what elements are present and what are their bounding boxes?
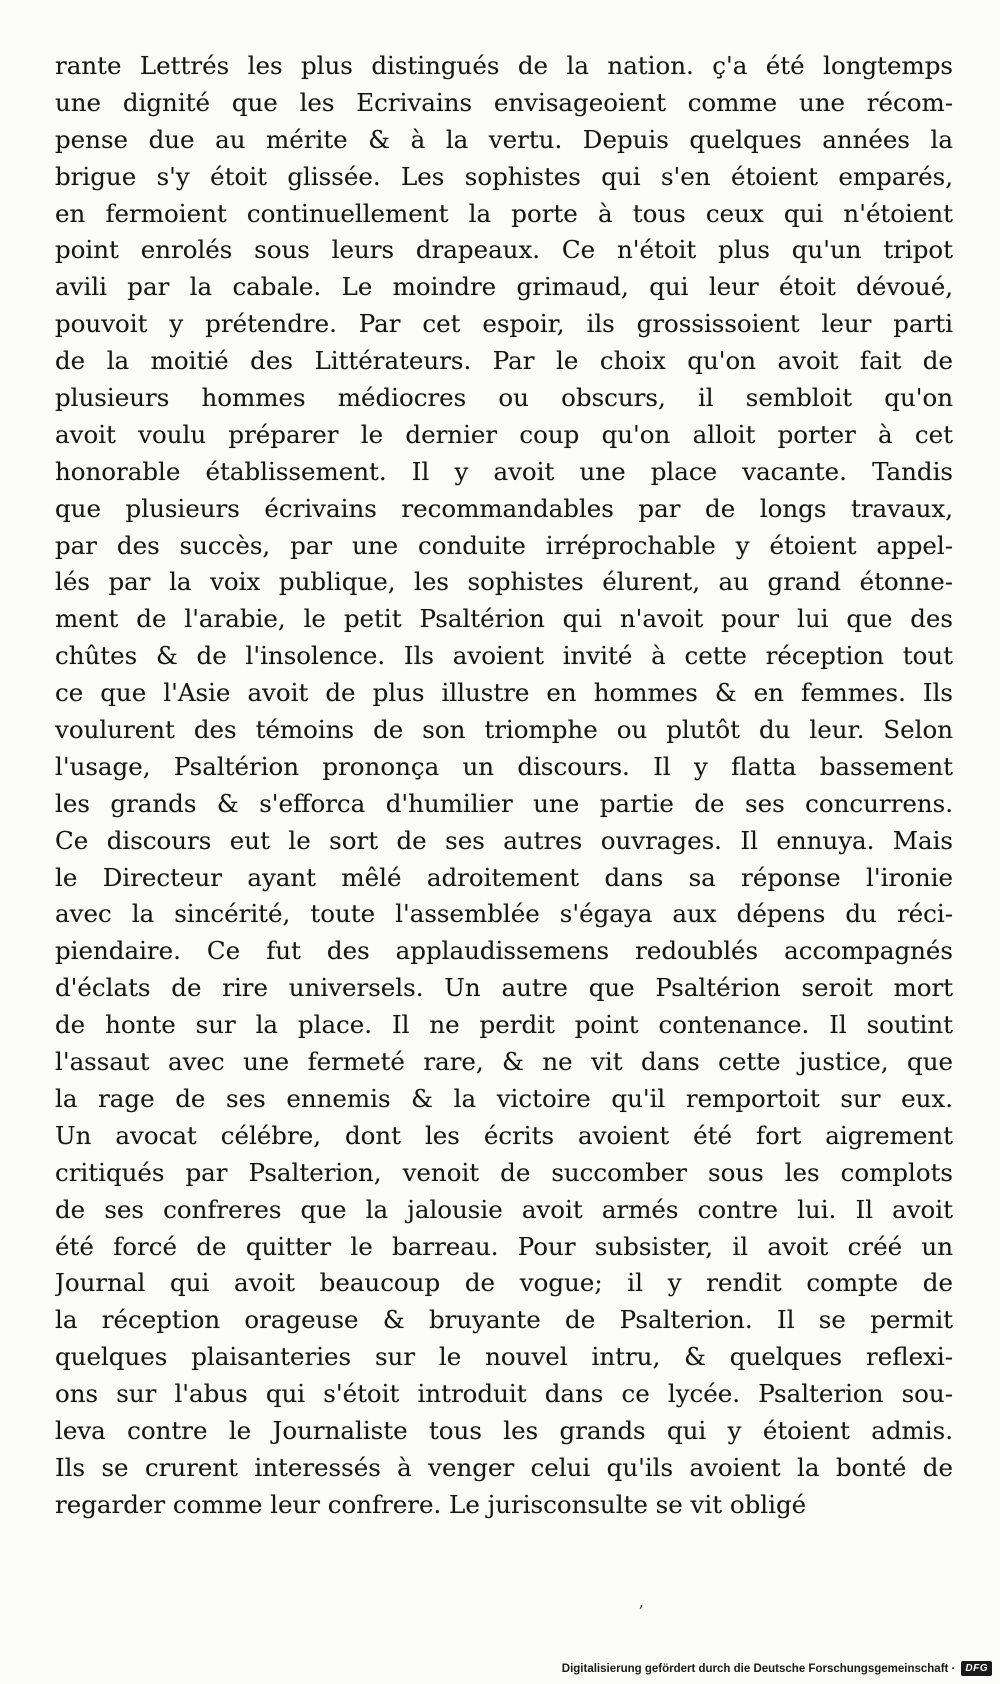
text-line: le Directeur ayant mêlé adroitement dans sa réponse l'ironie [55,862,953,892]
text-line: piendaire. Ce fut des applaudissemens redoublés accompagnés [55,936,953,966]
text-line: Ce discours eut le sort de ses autres ouvrages. Il ennuya. Mais [55,825,953,855]
text-line: été forcé de quitter le barreau. Pour subsister, il avoit créé un [55,1231,953,1261]
text-line: pouvoit y prétendre. Par cet espoir, ils grossissoient leur parti [55,309,953,339]
text-line: de honte sur la place. Il ne perdit point contenance. Il soutint [55,1010,953,1040]
text-line: de ses confreres que la jalousie avoit armés contre lui. Il avoit [55,1194,953,1224]
text-line: quelques plaisanteries sur le nouvel intru, & quelques reflexi- [55,1342,953,1372]
text-line: plusieurs hommes médiocres ou obscurs, il sembloit qu'on [55,383,953,413]
text-line: voulurent des témoins de son triomphe ou plutôt du leur. Selon [55,715,953,745]
text-line: critiqués par Psalterion, venoit de succomber sous les complots [55,1157,953,1187]
text-line: avoit voulu préparer le dernier coup qu'on alloit porter à cet [55,419,953,449]
text-line: point enrolés sous leurs drapeaux. Ce n'étoit plus qu'un tripot [55,235,953,265]
text-line: avili par la cabale. Le moindre grimaud, qui leur étoit dévoué, [55,272,953,302]
text-line: Un avocat célébre, dont les écrits avoient été fort aigrement [55,1120,953,1150]
text-line: honorable établissement. Il y avoit une place vacante. Tandis [55,456,953,486]
text-line: l'assaut avec une fermeté rare, & ne vit dans cette justice, que [55,1047,953,1077]
text-line: la réception orageuse & bruyante de Psalterion. Il se permit [55,1305,953,1335]
text-line: avec la sincérité, toute l'assemblée s'égaya aux dépens du réci- [55,899,953,929]
text-line: d'éclats de rire universels. Un autre que Psaltérion seroit mort [55,973,953,1003]
digitization-footer [562,1661,992,1676]
text-line: pense due au mérite & à la vertu. Depuis quelques années la [55,124,953,154]
text-line: une dignité que les Ecrivains envisageoient comme une récom- [55,87,953,117]
text-line: brigue s'y étoit glissée. Les sophistes qui s'en étoient emparés, [55,161,953,191]
text-line: lés par la voix publique, les sophistes élurent, au grand étonne- [55,567,953,597]
text-line: de la moitié des Littérateurs. Par le choix qu'on avoit fait de [55,346,953,376]
text-line: que plusieurs écrivains recommandables par de longs travaux, [55,493,953,523]
text-line: l'usage, Psaltérion prononça un discours. Il y flatta bassement [55,751,953,781]
text-line: la rage de ses ennemis & la victoire qu'il remportoit sur eux. [55,1083,953,1113]
text-line: chûtes & de l'insolence. Ils avoient invité à cette réception tout [55,641,953,671]
funding-notice: Digitalisierung gefördert durch die Deutsche Forschungsgemeinschaft · [561,1662,956,1675]
text-line: Ils se crurent interessés à venger celui qu'ils avoient la bonté de [55,1452,953,1482]
text-line: regarder comme leur confrere. Le jurisconsulte se vit obligé [55,1489,807,1519]
page-mark: ʼ [638,1602,644,1621]
text-line: rante Lettrés les plus distingués de la nation. ç'a été longtemps [55,51,953,80]
text-line: leva contre le Journaliste tous les grands qui y étoient admis. [55,1415,953,1445]
dfg-logo: DFG [961,1661,992,1676]
text-line: ons sur l'abus qui s'étoit introduit dans ce lycée. Psalterion sou- [55,1379,953,1409]
body-text [55,48,953,1524]
text-line: par des succès, par une conduite irréprochable y étoient appel- [55,530,953,560]
text-line: les grands & s'efforca d'humilier une partie de ses concurrens. [55,788,953,818]
text-line: en fermoient continuellement la porte à tous ceux qui n'étoient [55,198,953,228]
text-line: ce que l'Asie avoit de plus illustre en hommes & en femmes. Ils [55,678,953,708]
text-line: ment de l'arabie, le petit Psaltérion qui n'avoit pour lui que des [55,604,953,634]
text-line: Journal qui avoit beaucoup de vogue; il y rendit compte de [55,1268,953,1298]
